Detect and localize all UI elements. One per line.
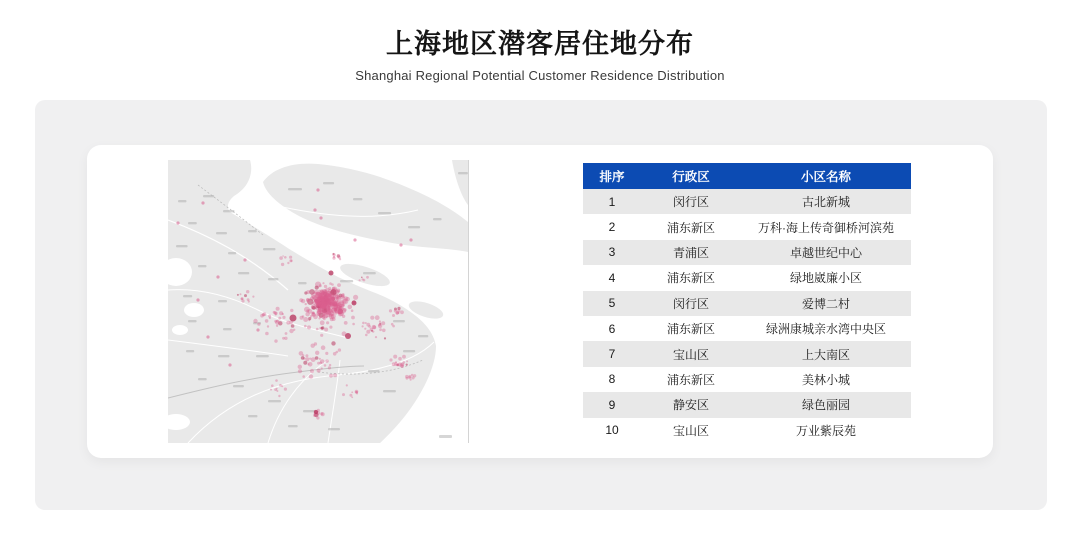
table-cell: 卓越世纪中心 [741, 240, 911, 265]
table-cell: 绿洲康城亲水湾中央区 [741, 316, 911, 341]
table-row [583, 265, 911, 290]
table-cell: 2 [583, 214, 641, 239]
table-row [583, 367, 911, 392]
table-row [583, 341, 911, 366]
page-title: 上海地区潜客居住地分布 [386, 29, 694, 59]
table-cell: 9 [583, 392, 641, 417]
table-cell: 万业紫辰苑 [741, 418, 911, 443]
table-row [583, 189, 911, 214]
table-cell: 浦东新区 [641, 367, 741, 392]
header-cell-rank: 排序 [583, 163, 641, 189]
table-cell: 古北新城 [741, 189, 911, 214]
table-cell: 闵行区 [641, 291, 741, 316]
table-cell: 4 [583, 265, 641, 290]
table-cell: 万科·海上传奇御桥河滨苑 [741, 214, 911, 239]
table-cell: 宝山区 [641, 341, 741, 366]
table-cell: 8 [583, 367, 641, 392]
table-cell: 闵行区 [641, 189, 741, 214]
page-subtitle: Shanghai Regional Potential Customer Residence Distribution [355, 68, 725, 83]
table-cell: 绿地崴廉小区 [741, 265, 911, 290]
content-panel [35, 100, 1047, 510]
table-cell: 青浦区 [641, 240, 741, 265]
ranking-table [583, 163, 911, 443]
table-row [583, 392, 911, 417]
header-cell-community: 小区名称 [741, 163, 911, 189]
ranking-table-body [583, 189, 911, 443]
table-cell: 浦东新区 [641, 316, 741, 341]
shanghai-map [168, 160, 469, 443]
table-cell: 上大南区 [741, 341, 911, 366]
table-cell: 宝山区 [641, 418, 741, 443]
table-cell: 7 [583, 341, 641, 366]
table-cell: 10 [583, 418, 641, 443]
map-watermark [439, 435, 452, 438]
page-header [0, 22, 1080, 83]
header-cell-district: 行政区 [641, 163, 741, 189]
table-cell: 1 [583, 189, 641, 214]
table-cell: 5 [583, 291, 641, 316]
content-card [87, 145, 993, 458]
table-row [583, 418, 911, 443]
table-cell: 浦东新区 [641, 214, 741, 239]
table-row [583, 291, 911, 316]
table-cell: 6 [583, 316, 641, 341]
table-row [583, 316, 911, 341]
table-row [583, 214, 911, 239]
table-cell: 美林小城 [741, 367, 911, 392]
ranking-table-header [583, 163, 911, 189]
table-cell: 静安区 [641, 392, 741, 417]
table-cell: 绿色丽园 [741, 392, 911, 417]
table-cell: 浦东新区 [641, 265, 741, 290]
table-row [583, 240, 911, 265]
table-cell: 3 [583, 240, 641, 265]
table-cell: 爱博二村 [741, 291, 911, 316]
